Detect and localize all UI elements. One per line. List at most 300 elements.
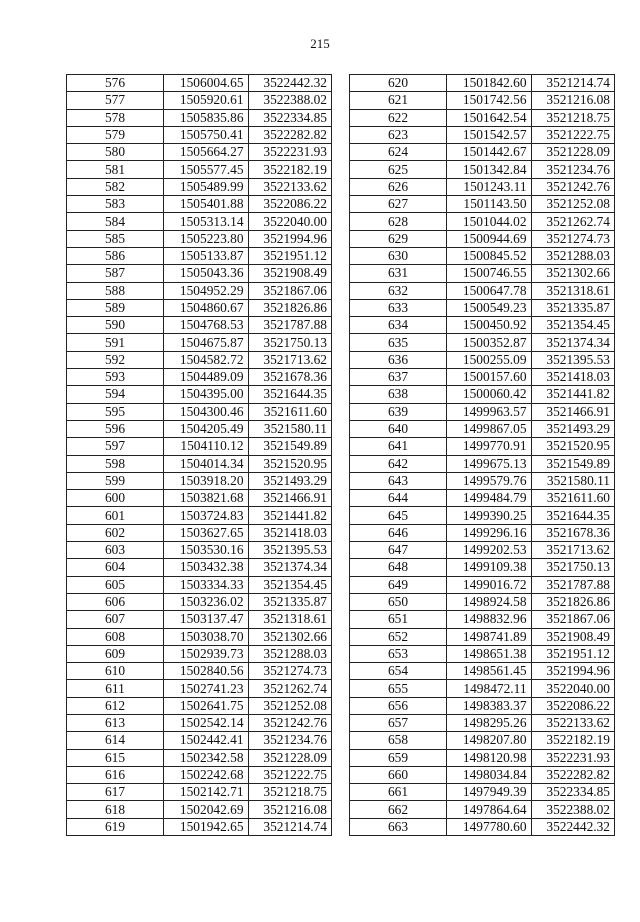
point-number-cell: 605 (67, 576, 164, 593)
y-coordinate-cell: 3522040.00 (531, 680, 614, 697)
table-row (350, 351, 615, 368)
table-row (67, 472, 332, 489)
table-row (350, 628, 615, 645)
point-number-cell: 659 (350, 749, 447, 766)
y-coordinate-cell: 3521826.86 (531, 593, 614, 610)
table-row (67, 697, 332, 714)
x-coordinate-cell: 1499770.91 (447, 438, 532, 455)
y-coordinate-cell: 3522182.19 (531, 732, 614, 749)
y-coordinate-cell: 3521335.87 (531, 299, 614, 316)
table-row (67, 611, 332, 628)
table-row (350, 680, 615, 697)
point-number-cell: 635 (350, 334, 447, 351)
point-number-cell: 590 (67, 317, 164, 334)
y-coordinate-cell: 3521418.03 (531, 369, 614, 386)
y-coordinate-cell: 3521335.87 (248, 593, 331, 610)
table-row (67, 766, 332, 783)
y-coordinate-cell: 3521354.45 (531, 317, 614, 334)
y-coordinate-cell: 3521493.29 (248, 472, 331, 489)
table-row (67, 75, 332, 92)
x-coordinate-cell: 1503137.47 (164, 611, 249, 628)
table-row (67, 420, 332, 437)
x-coordinate-cell: 1501542.57 (447, 126, 532, 143)
y-coordinate-cell: 3521354.45 (248, 576, 331, 593)
point-number-cell: 608 (67, 628, 164, 645)
x-coordinate-cell: 1500157.60 (447, 369, 532, 386)
x-coordinate-cell: 1504952.29 (164, 282, 249, 299)
y-coordinate-cell: 3521216.08 (248, 801, 331, 818)
x-coordinate-cell: 1503432.38 (164, 559, 249, 576)
table-row (350, 144, 615, 161)
table-row (350, 576, 615, 593)
table-row (67, 542, 332, 559)
table-row (67, 317, 332, 334)
table-row (67, 161, 332, 178)
point-number-cell: 615 (67, 749, 164, 766)
table-row (350, 438, 615, 455)
point-number-cell: 591 (67, 334, 164, 351)
point-number-cell: 609 (67, 645, 164, 662)
point-number-cell: 588 (67, 282, 164, 299)
y-coordinate-cell: 3521580.11 (531, 472, 614, 489)
y-coordinate-cell: 3521274.73 (248, 663, 331, 680)
point-number-cell: 595 (67, 403, 164, 420)
x-coordinate-cell: 1501842.60 (447, 75, 532, 92)
y-coordinate-cell: 3521520.95 (531, 438, 614, 455)
x-coordinate-cell: 1499390.25 (447, 507, 532, 524)
x-coordinate-cell: 1502342.58 (164, 749, 249, 766)
table-row (350, 818, 615, 835)
point-number-cell: 647 (350, 542, 447, 559)
table-row (350, 542, 615, 559)
y-coordinate-cell: 3521395.53 (248, 542, 331, 559)
point-number-cell: 610 (67, 663, 164, 680)
table-row (67, 663, 332, 680)
point-number-cell: 614 (67, 732, 164, 749)
point-number-cell: 594 (67, 386, 164, 403)
point-number-cell: 585 (67, 230, 164, 247)
y-coordinate-cell: 3521493.29 (531, 420, 614, 437)
x-coordinate-cell: 1500746.55 (447, 265, 532, 282)
y-coordinate-cell: 3521520.95 (248, 455, 331, 472)
table-row (67, 403, 332, 420)
x-coordinate-cell: 1505043.36 (164, 265, 249, 282)
x-coordinate-cell: 1505750.41 (164, 126, 249, 143)
point-number-cell: 589 (67, 299, 164, 316)
y-coordinate-cell: 3522086.22 (531, 697, 614, 714)
y-coordinate-cell: 3521318.61 (531, 282, 614, 299)
x-coordinate-cell: 1498924.58 (447, 593, 532, 610)
table-row (350, 126, 615, 143)
x-coordinate-cell: 1502042.69 (164, 801, 249, 818)
table-row (350, 92, 615, 109)
point-number-cell: 577 (67, 92, 164, 109)
table-row (67, 680, 332, 697)
x-coordinate-cell: 1503530.16 (164, 542, 249, 559)
x-coordinate-cell: 1502741.23 (164, 680, 249, 697)
point-number-cell: 592 (67, 351, 164, 368)
table-row (350, 386, 615, 403)
y-coordinate-cell: 3521418.03 (248, 524, 331, 541)
point-number-cell: 618 (67, 801, 164, 818)
y-coordinate-cell: 3521678.36 (531, 524, 614, 541)
table-row (67, 196, 332, 213)
y-coordinate-cell: 3521222.75 (531, 126, 614, 143)
y-coordinate-cell: 3521951.12 (531, 645, 614, 662)
x-coordinate-cell: 1498383.37 (447, 697, 532, 714)
y-coordinate-cell: 3521216.08 (531, 92, 614, 109)
y-coordinate-cell: 3521951.12 (248, 247, 331, 264)
table-row (350, 317, 615, 334)
x-coordinate-cell: 1503334.33 (164, 576, 249, 593)
y-coordinate-cell: 3521318.61 (248, 611, 331, 628)
point-number-cell: 602 (67, 524, 164, 541)
y-coordinate-cell: 3522388.02 (248, 92, 331, 109)
x-coordinate-cell: 1497949.39 (447, 784, 532, 801)
x-coordinate-cell: 1501942.65 (164, 818, 249, 835)
point-number-cell: 587 (67, 265, 164, 282)
point-number-cell: 599 (67, 472, 164, 489)
y-coordinate-cell: 3521218.75 (531, 109, 614, 126)
table-row (350, 524, 615, 541)
table-row (67, 299, 332, 316)
table-row (350, 369, 615, 386)
table-row (67, 247, 332, 264)
x-coordinate-cell: 1501243.11 (447, 178, 532, 195)
table-row (350, 663, 615, 680)
y-coordinate-cell: 3522282.82 (531, 766, 614, 783)
point-number-cell: 637 (350, 369, 447, 386)
y-coordinate-cell: 3521262.74 (531, 213, 614, 230)
table-row (350, 247, 615, 264)
x-coordinate-cell: 1498120.98 (447, 749, 532, 766)
y-coordinate-cell: 3521549.89 (248, 438, 331, 455)
table-row (350, 455, 615, 472)
point-number-cell: 648 (350, 559, 447, 576)
point-number-cell: 579 (67, 126, 164, 143)
x-coordinate-cell: 1500549.23 (447, 299, 532, 316)
point-number-cell: 660 (350, 766, 447, 783)
table-row (67, 92, 332, 109)
y-coordinate-cell: 3521644.35 (531, 507, 614, 524)
x-coordinate-cell: 1501642.54 (447, 109, 532, 126)
x-coordinate-cell: 1500255.09 (447, 351, 532, 368)
point-number-cell: 598 (67, 455, 164, 472)
table-row (67, 213, 332, 230)
point-number-cell: 652 (350, 628, 447, 645)
y-coordinate-cell: 3522231.93 (531, 749, 614, 766)
y-coordinate-cell: 3521228.09 (531, 144, 614, 161)
y-coordinate-cell: 3522133.62 (248, 178, 331, 195)
page-number: 215 (310, 36, 330, 51)
y-coordinate-cell: 3522231.93 (248, 144, 331, 161)
x-coordinate-cell: 1499867.05 (447, 420, 532, 437)
y-coordinate-cell: 3521242.76 (531, 178, 614, 195)
point-number-cell: 624 (350, 144, 447, 161)
y-coordinate-cell: 3521466.91 (248, 490, 331, 507)
point-number-cell: 626 (350, 178, 447, 195)
table-row (67, 369, 332, 386)
x-coordinate-cell: 1503038.70 (164, 628, 249, 645)
y-coordinate-cell: 3521214.74 (531, 75, 614, 92)
x-coordinate-cell: 1500450.92 (447, 317, 532, 334)
table-row (350, 611, 615, 628)
y-coordinate-cell: 3521994.96 (248, 230, 331, 247)
table-row (350, 472, 615, 489)
table-row (350, 559, 615, 576)
table-row (67, 230, 332, 247)
point-number-cell: 581 (67, 161, 164, 178)
x-coordinate-cell: 1501742.56 (447, 92, 532, 109)
point-number-cell: 663 (350, 818, 447, 835)
point-number-cell: 596 (67, 420, 164, 437)
y-coordinate-cell: 3521787.88 (531, 576, 614, 593)
x-coordinate-cell: 1503724.83 (164, 507, 249, 524)
table-row (350, 196, 615, 213)
coordinate-table-body (350, 75, 615, 836)
table-row (67, 386, 332, 403)
x-coordinate-cell: 1499963.57 (447, 403, 532, 420)
y-coordinate-cell: 3522282.82 (248, 126, 331, 143)
table-row (350, 732, 615, 749)
y-coordinate-cell: 3521713.62 (248, 351, 331, 368)
point-number-cell: 612 (67, 697, 164, 714)
table-row (67, 749, 332, 766)
y-coordinate-cell: 3522086.22 (248, 196, 331, 213)
x-coordinate-cell: 1498472.11 (447, 680, 532, 697)
point-number-cell: 639 (350, 403, 447, 420)
x-coordinate-cell: 1502242.68 (164, 766, 249, 783)
x-coordinate-cell: 1505489.99 (164, 178, 249, 195)
table-row (350, 714, 615, 731)
table-row (350, 230, 615, 247)
x-coordinate-cell: 1502142.71 (164, 784, 249, 801)
table-row (67, 282, 332, 299)
y-coordinate-cell: 3521826.86 (248, 299, 331, 316)
point-number-cell: 643 (350, 472, 447, 489)
y-coordinate-cell: 3521252.08 (531, 196, 614, 213)
x-coordinate-cell: 1502442.41 (164, 732, 249, 749)
y-coordinate-cell: 3521262.74 (248, 680, 331, 697)
x-coordinate-cell: 1503918.20 (164, 472, 249, 489)
table-row (350, 334, 615, 351)
point-number-cell: 649 (350, 576, 447, 593)
table-row (350, 265, 615, 282)
y-coordinate-cell: 3521611.60 (248, 403, 331, 420)
y-coordinate-cell: 3522334.85 (531, 784, 614, 801)
table-row (67, 524, 332, 541)
x-coordinate-cell: 1505401.88 (164, 196, 249, 213)
y-coordinate-cell: 3521242.76 (248, 714, 331, 731)
point-number-cell: 616 (67, 766, 164, 783)
x-coordinate-cell: 1505313.14 (164, 213, 249, 230)
y-coordinate-cell: 3521218.75 (248, 784, 331, 801)
point-number-cell: 604 (67, 559, 164, 576)
x-coordinate-cell: 1497864.64 (447, 801, 532, 818)
x-coordinate-cell: 1499296.16 (447, 524, 532, 541)
point-number-cell: 620 (350, 75, 447, 92)
table-row (350, 299, 615, 316)
x-coordinate-cell: 1498832.96 (447, 611, 532, 628)
point-number-cell: 654 (350, 663, 447, 680)
table-row (67, 490, 332, 507)
table-row (350, 697, 615, 714)
table-row (67, 144, 332, 161)
point-number-cell: 583 (67, 196, 164, 213)
table-row (67, 818, 332, 835)
point-number-cell: 656 (350, 697, 447, 714)
point-number-cell: 580 (67, 144, 164, 161)
table-row (67, 126, 332, 143)
point-number-cell: 661 (350, 784, 447, 801)
point-number-cell: 630 (350, 247, 447, 264)
y-coordinate-cell: 3521466.91 (531, 403, 614, 420)
x-coordinate-cell: 1503236.02 (164, 593, 249, 610)
y-coordinate-cell: 3521644.35 (248, 386, 331, 403)
x-coordinate-cell: 1500845.52 (447, 247, 532, 264)
x-coordinate-cell: 1504860.67 (164, 299, 249, 316)
point-number-cell: 631 (350, 265, 447, 282)
x-coordinate-cell: 1504489.09 (164, 369, 249, 386)
x-coordinate-cell: 1500352.87 (447, 334, 532, 351)
x-coordinate-cell: 1506004.65 (164, 75, 249, 92)
x-coordinate-cell: 1504675.87 (164, 334, 249, 351)
y-coordinate-cell: 3521441.82 (531, 386, 614, 403)
x-coordinate-cell: 1504582.72 (164, 351, 249, 368)
x-coordinate-cell: 1501143.50 (447, 196, 532, 213)
point-number-cell: 628 (350, 213, 447, 230)
table-row (67, 784, 332, 801)
point-number-cell: 625 (350, 161, 447, 178)
x-coordinate-cell: 1504205.49 (164, 420, 249, 437)
point-number-cell: 593 (67, 369, 164, 386)
x-coordinate-cell: 1499016.72 (447, 576, 532, 593)
point-number-cell: 584 (67, 213, 164, 230)
y-coordinate-cell: 3521302.66 (248, 628, 331, 645)
y-coordinate-cell: 3521252.08 (248, 697, 331, 714)
x-coordinate-cell: 1500647.78 (447, 282, 532, 299)
table-row (67, 351, 332, 368)
table-row (67, 593, 332, 610)
x-coordinate-cell: 1501442.67 (447, 144, 532, 161)
table-row (350, 766, 615, 783)
point-number-cell: 578 (67, 109, 164, 126)
x-coordinate-cell: 1505577.45 (164, 161, 249, 178)
table-row (350, 593, 615, 610)
point-number-cell: 640 (350, 420, 447, 437)
y-coordinate-cell: 3521228.09 (248, 749, 331, 766)
table-row (67, 438, 332, 455)
y-coordinate-cell: 3521580.11 (248, 420, 331, 437)
y-coordinate-cell: 3521274.73 (531, 230, 614, 247)
y-coordinate-cell: 3521994.96 (531, 663, 614, 680)
point-number-cell: 607 (67, 611, 164, 628)
point-number-cell: 611 (67, 680, 164, 697)
coordinate-table-left (66, 74, 332, 836)
table-row (67, 334, 332, 351)
point-number-cell: 582 (67, 178, 164, 195)
point-number-cell: 657 (350, 714, 447, 731)
y-coordinate-cell: 3522334.85 (248, 109, 331, 126)
x-coordinate-cell: 1497780.60 (447, 818, 532, 835)
table-row (350, 420, 615, 437)
table-row (67, 645, 332, 662)
point-number-cell: 636 (350, 351, 447, 368)
x-coordinate-cell: 1498741.89 (447, 628, 532, 645)
x-coordinate-cell: 1499675.13 (447, 455, 532, 472)
table-row (67, 732, 332, 749)
table-row (350, 109, 615, 126)
x-coordinate-cell: 1499484.79 (447, 490, 532, 507)
table-row (67, 109, 332, 126)
table-row (350, 75, 615, 92)
x-coordinate-cell: 1502939.73 (164, 645, 249, 662)
x-coordinate-cell: 1498561.45 (447, 663, 532, 680)
y-coordinate-cell: 3521288.03 (531, 247, 614, 264)
y-coordinate-cell: 3521713.62 (531, 542, 614, 559)
y-coordinate-cell: 3521867.06 (531, 611, 614, 628)
x-coordinate-cell: 1500944.69 (447, 230, 532, 247)
y-coordinate-cell: 3521908.49 (248, 265, 331, 282)
point-number-cell: 641 (350, 438, 447, 455)
table-row (67, 628, 332, 645)
y-coordinate-cell: 3521395.53 (531, 351, 614, 368)
x-coordinate-cell: 1499579.76 (447, 472, 532, 489)
point-number-cell: 600 (67, 490, 164, 507)
point-number-cell: 633 (350, 299, 447, 316)
y-coordinate-cell: 3521374.34 (531, 334, 614, 351)
y-coordinate-cell: 3521750.13 (248, 334, 331, 351)
y-coordinate-cell: 3521441.82 (248, 507, 331, 524)
y-coordinate-cell: 3522442.32 (531, 818, 614, 835)
point-number-cell: 658 (350, 732, 447, 749)
y-coordinate-cell: 3521374.34 (248, 559, 331, 576)
x-coordinate-cell: 1504300.46 (164, 403, 249, 420)
x-coordinate-cell: 1503821.68 (164, 490, 249, 507)
point-number-cell: 613 (67, 714, 164, 731)
y-coordinate-cell: 3521750.13 (531, 559, 614, 576)
point-number-cell: 662 (350, 801, 447, 818)
x-coordinate-cell: 1499109.38 (447, 559, 532, 576)
x-coordinate-cell: 1505133.87 (164, 247, 249, 264)
x-coordinate-cell: 1502542.14 (164, 714, 249, 731)
y-coordinate-cell: 3521678.36 (248, 369, 331, 386)
point-number-cell: 632 (350, 282, 447, 299)
table-row (67, 714, 332, 731)
x-coordinate-cell: 1498651.38 (447, 645, 532, 662)
x-coordinate-cell: 1505835.86 (164, 109, 249, 126)
x-coordinate-cell: 1504768.53 (164, 317, 249, 334)
x-coordinate-cell: 1503627.65 (164, 524, 249, 541)
y-coordinate-cell: 3522442.32 (248, 75, 331, 92)
table-row (350, 784, 615, 801)
x-coordinate-cell: 1504110.12 (164, 438, 249, 455)
x-coordinate-cell: 1501342.84 (447, 161, 532, 178)
table-row (350, 178, 615, 195)
table-row (67, 801, 332, 818)
point-number-cell: 650 (350, 593, 447, 610)
point-number-cell: 601 (67, 507, 164, 524)
coordinate-table-body (67, 75, 332, 836)
table-row (350, 403, 615, 420)
point-number-cell: 586 (67, 247, 164, 264)
y-coordinate-cell: 3521222.75 (248, 766, 331, 783)
x-coordinate-cell: 1502840.56 (164, 663, 249, 680)
point-number-cell: 627 (350, 196, 447, 213)
y-coordinate-cell: 3522040.00 (248, 213, 331, 230)
y-coordinate-cell: 3522133.62 (531, 714, 614, 731)
y-coordinate-cell: 3521787.88 (248, 317, 331, 334)
